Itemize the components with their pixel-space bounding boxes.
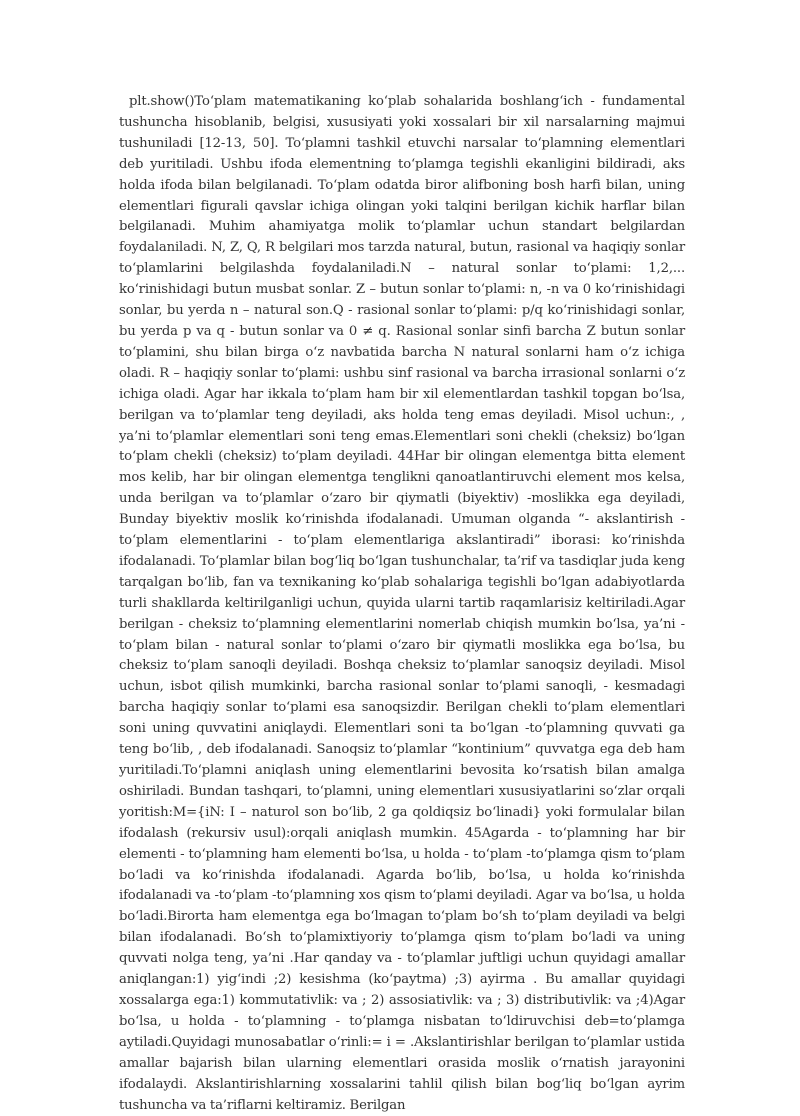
document-page [119,92,685,1116]
body-paragraph: plt.show()To‘plam matematikaning ko‘plab sohalarida boshlang‘ich - fundamental tushuncha hisoblanib, belgisi, xususiyati yoki xossalari bir xil narsalarning majmui tushuniladi [12-13, 50]. To‘plamni tashkil etuvchi narsalar to‘plamning elementlari deb yuritiladi. Ushbu ifoda elementning to‘plamga tegishli ekanligini bildiradi, aks holda ifoda bilan belgilanadi. To‘plam odatda biror alifboning bosh harfi bilan, uning elementlari figurali qavslar ichiga olingan yoki talqini berilgan kichik harflar bilan belgilanadi. Muhim ahamiyatga molik to‘plamlar uchun standart belgilardan foydalaniladi. N, Z, Q, R belgilari mos tarzda natural, butun, rasional va haqiqiy sonlar to‘plamlarini belgilashda foydalaniladi.N – natural sonlar to‘plami: 1,2,... ko‘rinishidagi butun musbat sonlar. Z – butun sonlar to‘plami: n, -n va 0 ko‘rinishidagi sonlar, bu yerda n – natural son.Q - rasional sonlar to‘plami: p/q ko‘rinishidagi sonlar, bu yerda p va q - butun sonlar va 0 ≠ q. Rasional sonlar sinfi barcha Z butun sonlar to‘plamini, shu bilan birga o‘z navbatida barcha N natural sonlarni ham o‘z ichiga oladi. R – haqiqiy sonlar to‘plami: ushbu sinf rasional va barcha irrasional sonlarni o‘z ichiga oladi. Agar har ikkala to‘plam ham bir xil elementlardan tashkil topgan bo‘lsa, berilgan va to‘plamlar teng deyiladi, aks holda teng emas deyiladi. Misol uchun:, , ya’ni to‘plamlar elementlari soni teng emas.Elementlari soni chekli (cheksiz) bo‘lgan to‘plam chekli (cheksiz) to‘plam deyiladi. 44Har bir olingan elementga bitta element mos kelib, har bir olingan elementga tenglikni qanoatlantiruvchi element mos kelsa, unda berilgan va to‘plamlar o‘zaro bir qiymatli (biyektiv) -moslikka ega deyiladi, Bunday biyektiv moslik ko‘rinishda ifodalanadi. Umuman olganda “- akslantirish - to‘plam elementlarini - to‘plam elementlariga akslantiradi” iborasi: ko‘rinishda ifodalanadi. To‘plamlar bilan bog‘liq bo‘lgan tushunchalar, ta’rif va tasdiqlar juda keng tarqalgan bo‘lib, fan va texnikaning ko‘plab sohalariga tegishli bo‘lgan adabiyotlarda turli shakllarda keltirilganligi uchun, quyida ularni tartib raqamlarisiz keltiriladi.Agar berilgan - cheksiz to‘plamning elementlarini nomerlab chiqish mumkin bo‘lsa, ya’ni - to‘plam bilan - natural sonlar to‘plami o‘zaro bir qiymatli moslikka ega bo‘lsa, bu cheksiz to‘plam sanoqli deyiladi. Boshqa cheksiz to‘plamlar sanoqsiz deyiladi. Misol uchun, isbot qilish mumkinki, barcha rasional sonlar to‘plami sanoqli, - kesmadagi barcha haqiqiy sonlar to‘plami esa sanoqsizdir. Berilgan chekli to‘plam elementlari soni uning quvvatini aniqlaydi. Elementlari soni ta bo‘lgan -to‘plamning quvvati ga teng bo‘lib, , deb ifodalanadi. Sanoqsiz to‘plamlar “kontinium” quvvatga ega deb ham yuritiladi.To‘plamni aniqlash uning elementlarini bevosita ko‘rsatish bilan amalga oshiriladi. Bundan tashqari, to‘plamni, uning elementlari xususiyatlarini so‘zlar orqali yoritish:M={iN: I – naturol son bo‘lib, 2 ga qoldiqsiz bo‘linadi} yoki formulalar bilan ifodalash (rekursiv usul):orqali aniqlash mumkin. 45Agarda - to‘plamning har bir elementi - to‘plamning ham elementi bo‘lsa, u holda - to‘plam -to‘plamga qism to‘plam bo‘ladi va ko‘rinishda ifodalanadi. Agarda bo‘lib, bo‘lsa, u holda ko‘rinishda ifodalanadi va -to‘plam -to‘plamning xos qism to‘plami deyiladi. Agar va bo‘lsa, u holda bo‘ladi.Birorta ham elementga ega bo‘lmagan to‘plam bo‘sh to‘plam deyiladi va belgi bilan ifodalanadi. Bo‘sh to‘plamixtiyoriy to‘plamga qism to‘plam bo‘ladi va uning quvvati nolga teng, ya’ni .Har qanday va - to‘plamlar juftligi uchun quyidagi amallar aniqlangan:1) yig‘indi ;2) kesishma (ko‘paytma) ;3) ayirma . Bu amallar quyidagi xossalarga ega:1) kommutativlik: va ; 2) assosiativlik: va ; 3) distributivlik: va ;4)Agar bo‘lsa, u holda - to‘plamning - to‘plamga nisbatan to‘ldiruvchisi deb=to‘plamga aytiladi.Quyidagi munosabatlar o‘rinli:= i = .Akslantirishlar berilgan to‘plamlar ustida amallar bajarish bilan ularning elementlari orasida moslik o‘rnatish jarayonini ifodalaydi. Akslantirishlarning xossalarini tahlil qilish bilan bog‘liq bo‘lgan ayrim tushuncha va ta’riflarni keltiramiz. Berilgan [119,94,685,1113]
